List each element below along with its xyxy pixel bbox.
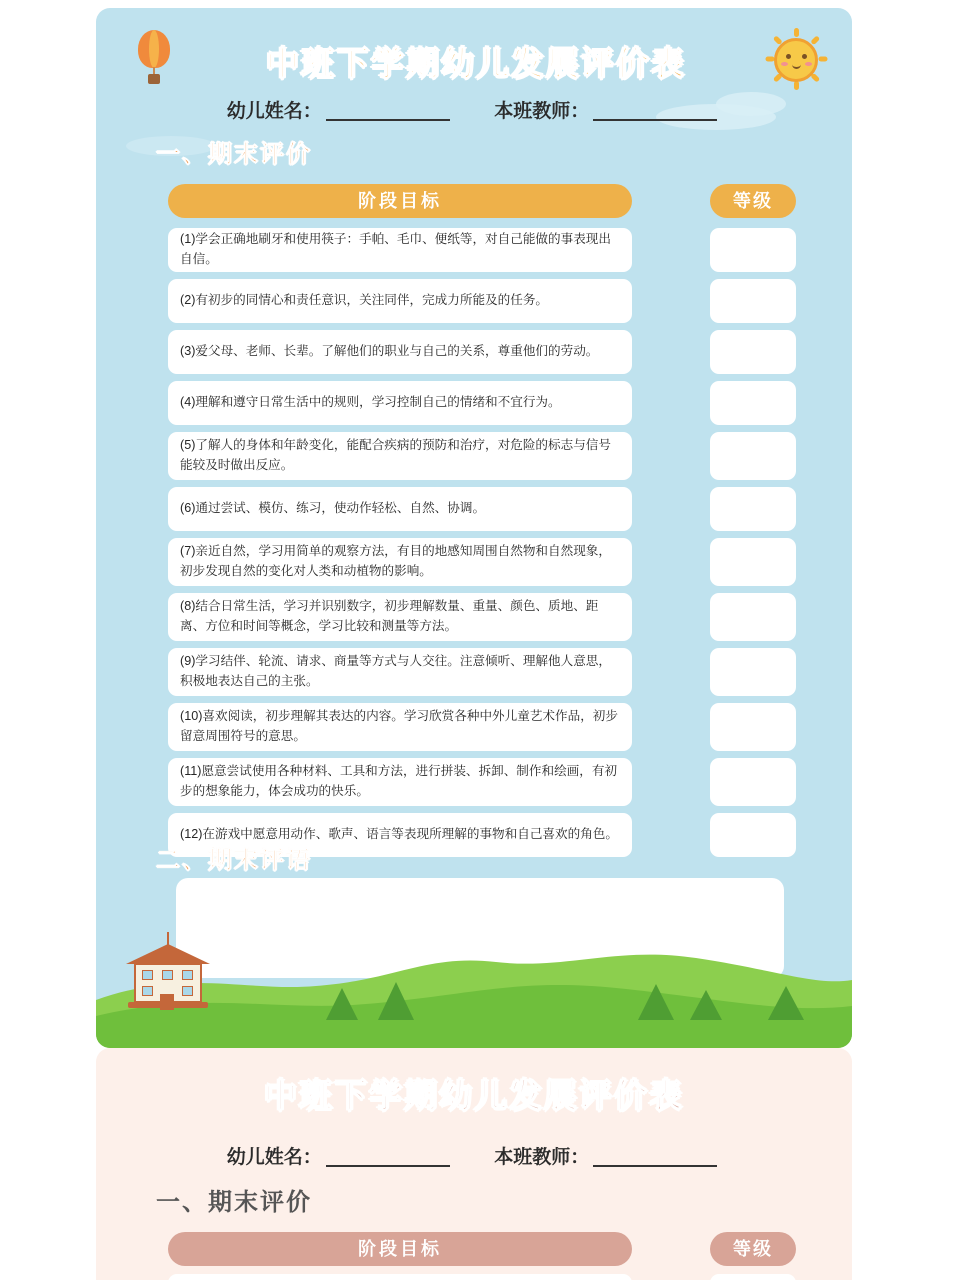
level-input-cell[interactable] [710, 593, 796, 641]
goal-text: (5)了解人的身体和年龄变化，能配合疾病的预防和治疗，对危险的标志与信号能较及时做出反应。 [168, 432, 632, 480]
preview-level-input-cell [710, 1274, 796, 1280]
table-row [96, 538, 852, 586]
goal-text: (7)亲近自然，学习用简单的观察方法，有目的地感知周围自然物和自然现象，初步发现自然的变化对人类和动植物的影响。 [168, 538, 632, 586]
goal-text: (1)学会正确地刷牙和使用筷子：手帕、毛巾、便纸等，对自己能做的事表现出自信。 [168, 228, 632, 272]
hot-air-balloon-icon [132, 30, 176, 96]
preview-column-header-level: 等级 [710, 1232, 796, 1266]
table-row [96, 758, 852, 806]
teacher-name-field[interactable] [593, 119, 717, 121]
table-row [96, 228, 852, 272]
table-row [96, 330, 852, 374]
student-name-field[interactable] [326, 119, 450, 121]
table-row [96, 593, 852, 641]
level-input-cell[interactable] [710, 648, 796, 696]
section-heading-comment: 二、期末评语 [156, 847, 312, 874]
goal-text: (11)愿意尝试使用各种材料、工具和方法，进行拼装、拆卸、制作和绘画，有初步的想象能力，体会成功的快乐。 [168, 758, 632, 806]
school-building-icon [126, 938, 210, 1010]
goal-text: (6)通过尝试、模仿、练习，使动作轻松、自然、协调。 [168, 487, 632, 531]
goal-text: (8)结合日常生活，学习并识别数字，初步理解数量、重量、颜色、质地、距离、方位和时间等概念，学习比较和测量等方法。 [168, 593, 632, 641]
preview-section-heading-evaluation: 一、期末评价 [156, 1189, 312, 1216]
preview-student-info-row [96, 1142, 852, 1169]
level-input-cell[interactable] [710, 279, 796, 323]
evaluation-card-pink-preview [96, 1048, 852, 1280]
preview-student-name-label: 幼儿姓名： [226, 1147, 322, 1168]
preview-table-row [168, 1274, 632, 1280]
goal-text: (12)在游戏中愿意用动作、歌声、语言等表现所理解的事物和自己喜欢的角色。 [168, 813, 632, 857]
sun-icon [764, 28, 828, 92]
level-input-cell[interactable] [710, 813, 796, 857]
preview-column-header-goal: 阶段目标 [168, 1232, 632, 1266]
level-input-cell[interactable] [710, 432, 796, 480]
table-row [96, 648, 852, 696]
student-name-label: 幼儿姓名： [226, 101, 322, 122]
goal-text: (2)有初步的同情心和责任意识，关注同伴，完成力所能及的任务。 [168, 279, 632, 323]
title-row [96, 22, 852, 88]
table-header [96, 184, 852, 218]
goal-text: (10)喜欢阅读，初步理解其表达的内容。学习欣赏各种中外儿童艺术作品，初步留意周围符号的意思。 [168, 703, 632, 751]
level-input-cell[interactable] [710, 330, 796, 374]
column-header-goal: 阶段目标 [168, 184, 632, 218]
level-input-cell[interactable] [710, 758, 796, 806]
goal-text: (4)理解和遵守日常生活中的规则，学习控制自己的情绪和不宜行为。 [168, 381, 632, 425]
section-heading-evaluation: 一、期末评价 [156, 141, 312, 168]
level-input-cell[interactable] [710, 381, 796, 425]
teacher-name-label: 本班教师： [494, 101, 590, 122]
table-row [96, 381, 852, 425]
table-row [96, 279, 852, 323]
evaluation-card-blue [96, 8, 852, 1048]
table-row [96, 487, 852, 531]
preview-page-title: 中班下学期幼儿发展评价表 [264, 1077, 684, 1114]
level-input-cell[interactable] [710, 703, 796, 751]
student-info-row [96, 96, 852, 123]
goal-text: (9)学习结伴、轮流、请求、商量等方式与人交往。注意倾听、理解他人意思，积极地表达自己的主张。 [168, 648, 632, 696]
column-header-level: 等级 [710, 184, 796, 218]
preview-teacher-name-field[interactable] [593, 1165, 717, 1167]
page-title: 中班下学期幼儿发展评价表 [266, 45, 686, 82]
evaluation-table-body [96, 228, 852, 864]
level-input-cell[interactable] [710, 487, 796, 531]
level-input-cell[interactable] [710, 538, 796, 586]
table-row [96, 703, 852, 751]
table-row [96, 432, 852, 480]
preview-student-name-field[interactable] [326, 1165, 450, 1167]
level-input-cell[interactable] [710, 228, 796, 272]
preview-teacher-name-label: 本班教师： [494, 1147, 590, 1168]
goal-text: (3)爱父母、老师、长辈。了解他们的职业与自己的关系，尊重他们的劳动。 [168, 330, 632, 374]
